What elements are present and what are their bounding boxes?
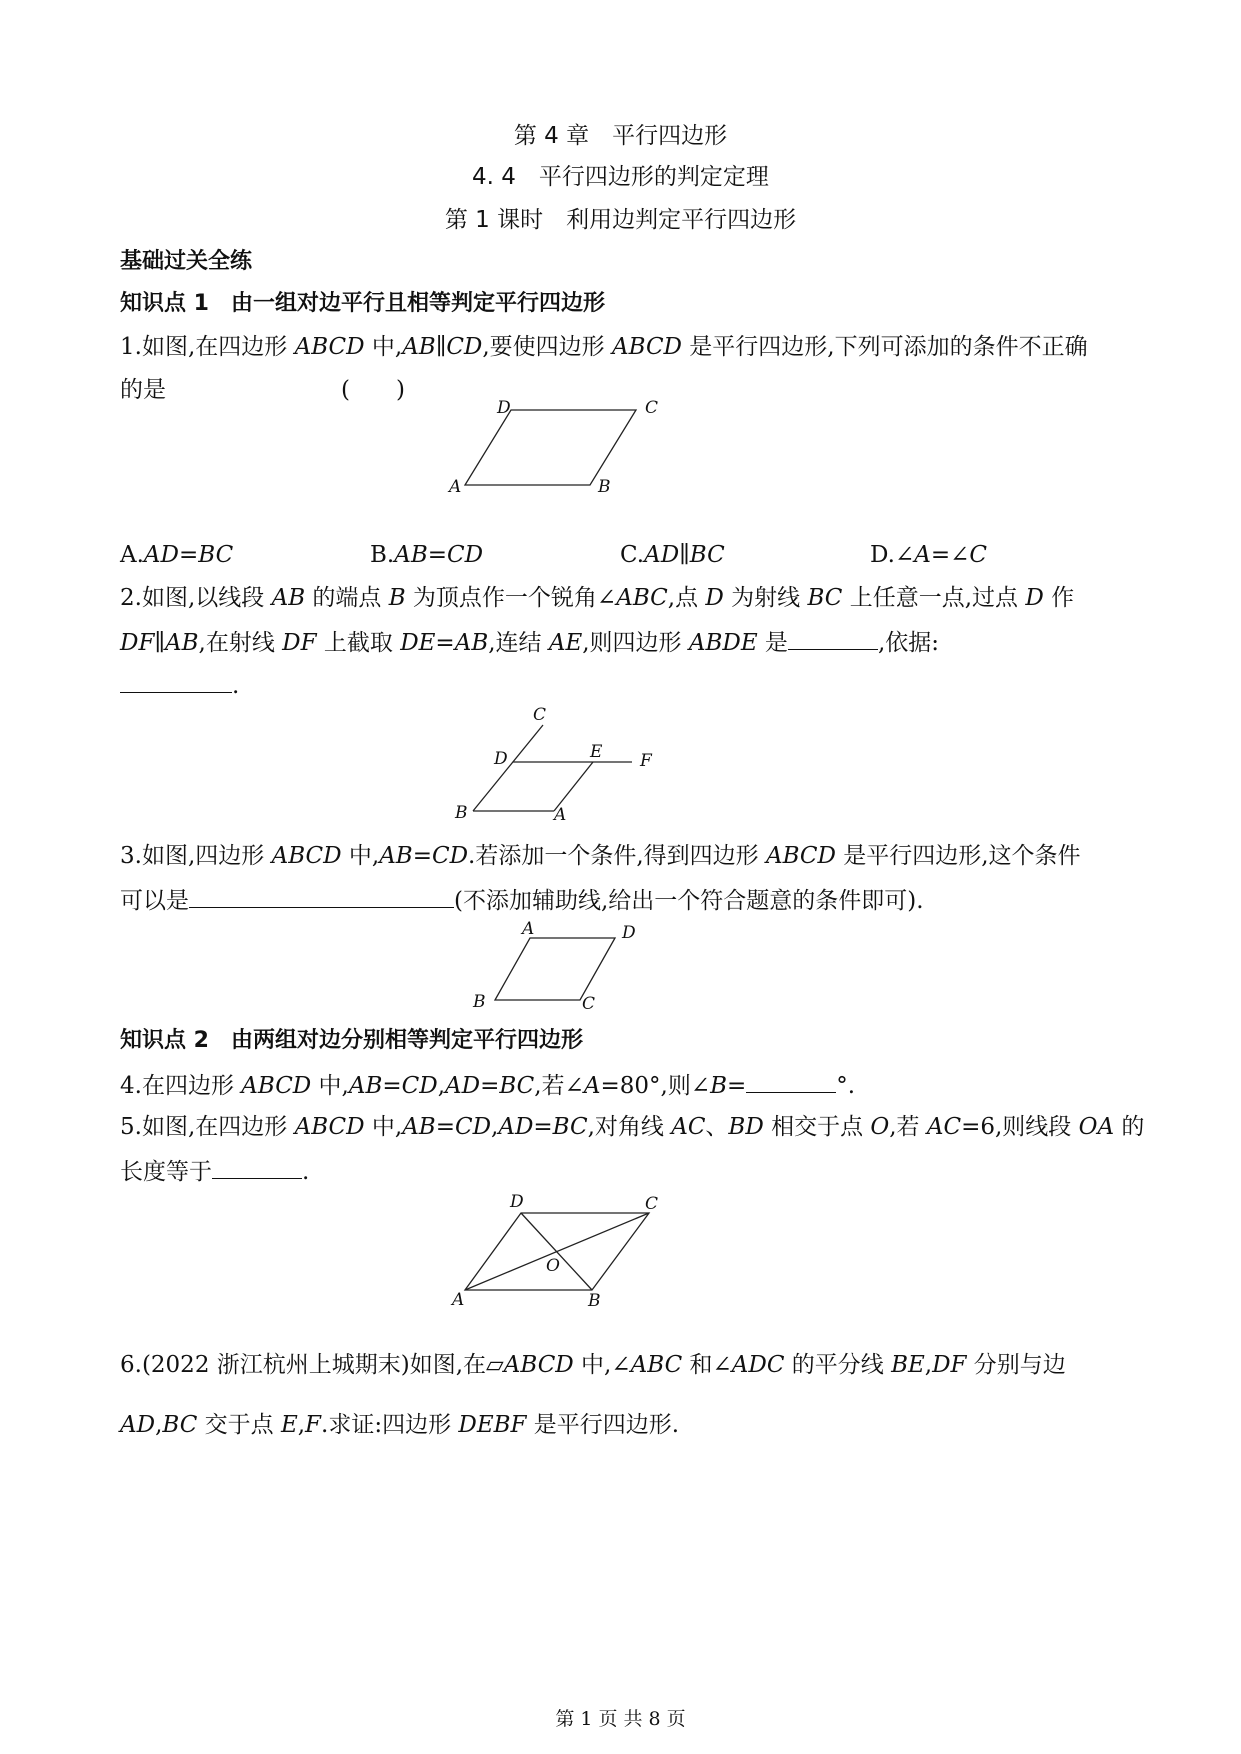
label-a: A bbox=[522, 919, 535, 939]
parallelogram-abcd bbox=[465, 410, 636, 485]
diagonal-bd bbox=[521, 1213, 592, 1290]
label-b: B bbox=[455, 803, 468, 823]
question-3-line-1: 3.如图,四边形 ABCD 中,AB=CD.若添加一个条件,得到四边形 ABCD 是平行四边形,这个条件 bbox=[120, 843, 1081, 869]
label-d: D bbox=[494, 749, 508, 769]
question-5-line-2: 长度等于 . bbox=[120, 1154, 309, 1188]
question-1-line-1: 1.如图,在四边形 ABCD 中,AB∥CD,要使四边形 ABCD 是平行四边形,下列可添加的条件不正确 bbox=[120, 334, 1088, 360]
answer-blank-angle[interactable] bbox=[746, 1068, 836, 1093]
label-b: B bbox=[598, 477, 611, 497]
figure-q1-parallelogram bbox=[440, 395, 680, 505]
label-e: E bbox=[590, 742, 603, 762]
option-b[interactable]: B.AB=CD bbox=[370, 542, 484, 568]
question-2-line-1: 2.如图,以线段 AB 的端点 B 为顶点作一个锐角∠ABC,点 D 为射线 BC 上任意一点,过点 D 作 bbox=[120, 585, 1075, 611]
label-d: D bbox=[622, 923, 636, 943]
segment-ae bbox=[554, 762, 593, 811]
label-c: C bbox=[533, 705, 547, 725]
answer-parentheses: ( ) bbox=[341, 377, 405, 403]
question-2-line-3: . bbox=[120, 668, 239, 702]
option-d[interactable]: D.∠A=∠C bbox=[870, 542, 987, 568]
knowledge-point-1: 知识点 1 由一组对边平行且相等判定平行四边形 bbox=[120, 291, 605, 316]
question-5-line-1: 5.如图,在四边形 ABCD 中,AB=CD,AD=BC,对角线 AC、BD 相交于点 O,若 AC=6,则线段 OA 的 bbox=[120, 1114, 1145, 1140]
answer-blank-reason[interactable] bbox=[120, 668, 232, 693]
question-4: 4.在四边形 ABCD 中,AB=CD,AD=BC,若∠A=80°,则∠B= °. bbox=[120, 1068, 855, 1102]
question-6-line-2: AD,BC 交于点 E,F.求证:四边形 DEBF 是平行四边形. bbox=[120, 1412, 680, 1438]
parallelogram-abcd bbox=[495, 938, 615, 1000]
label-a: A bbox=[554, 805, 567, 825]
lesson-title: 第 1 课时 利用边判定平行四边形 bbox=[444, 207, 797, 233]
option-a[interactable]: A.AD=BC bbox=[120, 542, 234, 568]
section-title: 4. 4 平行四边形的判定定理 bbox=[472, 164, 769, 190]
answer-blank-shape[interactable] bbox=[788, 625, 878, 650]
question-3-line-2: 可以是 (不添加辅助线,给出一个符合题意的条件即可). bbox=[120, 883, 924, 917]
question-2-line-2: DF∥AB,在射线 DF 上截取 DE=AB,连结 AE,则四边形 ABDE 是 ,依据: bbox=[120, 625, 939, 659]
ray-bc bbox=[473, 725, 543, 811]
label-d: D bbox=[510, 1192, 524, 1212]
figure-q3-parallelogram bbox=[470, 918, 710, 1018]
answer-blank-condition[interactable] bbox=[189, 883, 454, 908]
figure-q5-diagonals bbox=[440, 1185, 700, 1315]
label-c: C bbox=[645, 398, 659, 418]
option-c[interactable]: C.AD∥BC bbox=[620, 542, 725, 568]
page-footer: 第 1 页 共 8 页 bbox=[555, 1708, 686, 1730]
label-f: F bbox=[640, 751, 652, 771]
label-a: A bbox=[449, 477, 462, 497]
label-d: D bbox=[497, 398, 511, 418]
chapter-title: 第 4 章 平行四边形 bbox=[513, 123, 728, 149]
label-b: B bbox=[473, 992, 486, 1012]
label-a: A bbox=[452, 1290, 465, 1310]
label-b: B bbox=[588, 1291, 601, 1311]
answer-blank-length[interactable] bbox=[212, 1154, 302, 1179]
figure-q2-construction bbox=[440, 700, 700, 830]
label-o: O bbox=[546, 1256, 560, 1276]
practice-title: 基础过关全练 bbox=[120, 249, 253, 274]
label-c: C bbox=[582, 994, 596, 1014]
label-c: C bbox=[645, 1194, 659, 1214]
knowledge-point-2: 知识点 2 由两组对边分别相等判定平行四边形 bbox=[120, 1028, 583, 1053]
question-1-line-2: 的是 ( ) bbox=[120, 377, 405, 403]
parallelogram-symbol: ▱ bbox=[486, 1352, 504, 1378]
question-6-line-1: 6.(2022 浙江杭州上城期末)如图,在▱ABCD 中,∠ABC 和∠ADC 的平分线 BE,DF 分别与边 bbox=[120, 1352, 1066, 1378]
